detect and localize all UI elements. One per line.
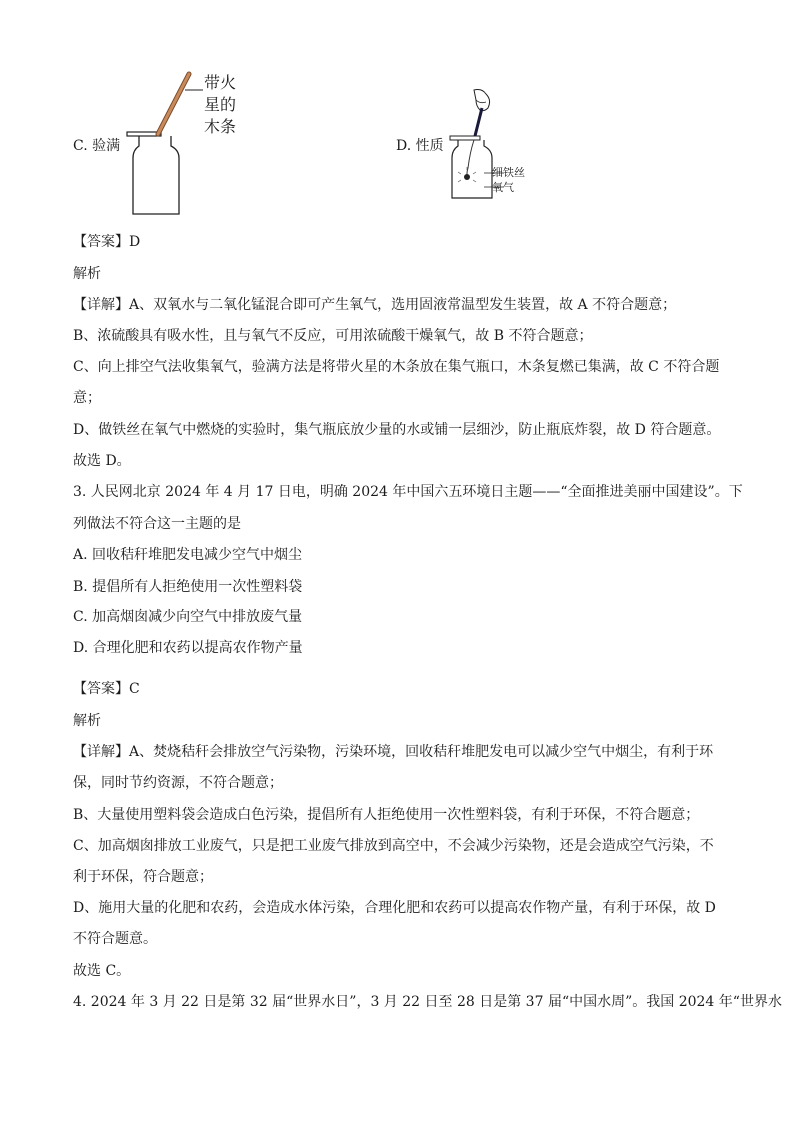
q3-option-d: D. 合理化肥和农药以提高农作物产量: [73, 640, 303, 656]
q3-stem-2: 列做法不符合这一主题的是: [73, 516, 241, 532]
q2-answer: 【答案】D: [73, 234, 141, 250]
q3-detail-3: B、大量使用塑料袋会造成白色污染，提倡所有人拒绝使用一次性塑料袋，有利于环保，不符合题意；: [73, 807, 700, 823]
bottle-stick-drawing: [125, 66, 215, 218]
q3-option-b: B. 提倡所有人拒绝使用一次性塑料袋: [73, 579, 303, 595]
q3-detail-6: D、施用大量的化肥和农药，会造成水体污染，合理化肥和农药可以提高农作物产量，有利于环保，故 D: [73, 900, 716, 916]
q3-option-a: A. 回收秸秆堆肥发电减少空气中烟尘: [73, 547, 303, 563]
q3-detail-2: 保，同时节约资源，不符合题意；: [73, 775, 283, 791]
q3-answer: 【答案】C: [73, 681, 140, 697]
option-c-label: C. 验满: [73, 138, 121, 154]
q3-detail-4: C、加高烟囱排放工业废气，只是把工业废气排放到高空中，不会减少污染物，还是会造成空气污染，不: [73, 838, 714, 854]
oxygen-label: 氧气: [492, 181, 514, 194]
stick-label-1: 带火: [204, 73, 237, 92]
q2-detail-2: B、浓硫酸具有吸水性，且与氧气不反应，可用浓硫酸干燥氧气，故 B 不符合题意；: [73, 328, 593, 344]
q3-detail-5: 利于环保，符合题意；: [73, 869, 213, 885]
q3-option-c: C. 加高烟囱减少向空气中排放废气量: [73, 609, 303, 625]
q3-detail-7: 不符合题意。: [73, 931, 157, 947]
q3-detail-1: 【详解】A、焚烧秸秆会排放空气污染物，污染环境，回收秸秆堆肥发电可以减少空气中烟尘，有利于环: [73, 744, 714, 760]
wire-label: 细铁丝: [492, 166, 525, 179]
figure-c-bottle: [125, 66, 215, 218]
q2-detail-4: 意；: [73, 390, 101, 406]
stick-label-2: 星的: [204, 95, 237, 114]
q3-analysis-title: 解析: [73, 713, 101, 729]
q2-analysis-title: 解析: [73, 266, 101, 282]
q2-detail-1: 【详解】A、双氧水与二氧化锰混合即可产生氧气，选用固液常温型发生装置，故 A 不符合题意；: [73, 297, 677, 313]
q2-conclusion: 故选 D。: [73, 453, 131, 469]
option-d-label: D. 性质: [396, 138, 444, 154]
q4-stem-1: 4. 2024 年 3 月 22 日是第 32 届“世界水日”，3 月 22 日至 28 日是第 37 届“中国水周”。我国 2024 年“世界水: [73, 994, 782, 1010]
q3-stem-1: 3. 人民网北京 2024 年 4 月 17 日电，明确 2024 年中国六五环境日主题——“全面推进美丽中国建设”。下: [73, 484, 743, 500]
q2-detail-5: D、做铁丝在氧气中燃烧的实验时，集气瓶底放少量的水或铺一层细沙，防止瓶底炸裂，故 D 符合题意。: [73, 422, 721, 438]
q2-detail-3: C、向上排空气法收集氧气，验满方法是将带火星的木条放在集气瓶口，木条复燃已集满，故 C 不符合题: [73, 359, 720, 375]
q3-conclusion: 故选 C。: [73, 963, 131, 979]
stick-label-3: 木条: [204, 117, 237, 136]
